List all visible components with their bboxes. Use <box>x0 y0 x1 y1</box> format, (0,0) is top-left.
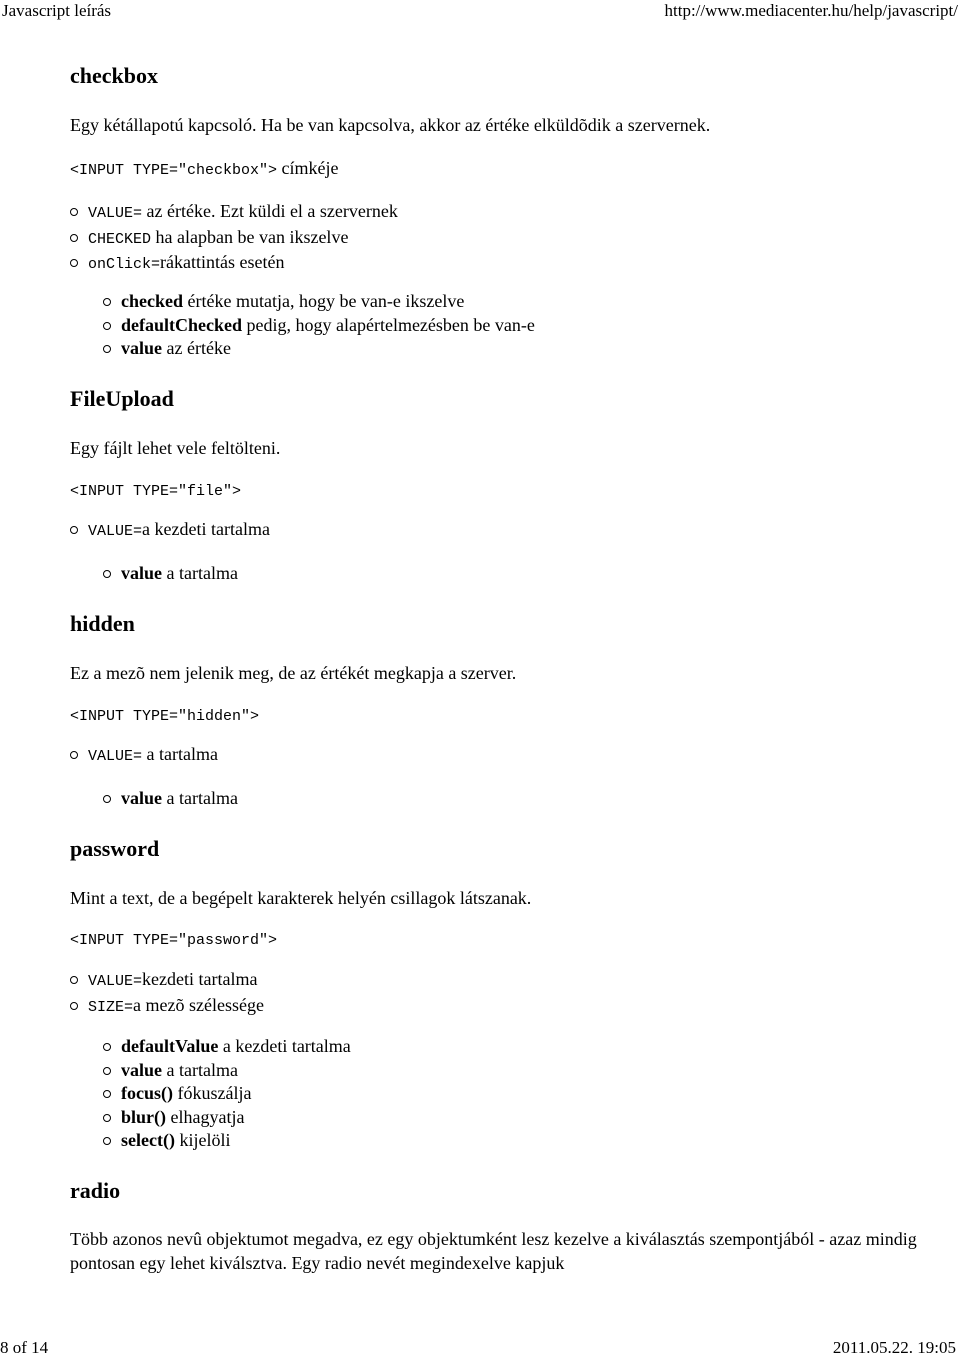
prop-name: checked <box>121 291 183 311</box>
fileupload-property-list <box>103 562 238 586</box>
list-item <box>103 1082 351 1106</box>
list-item <box>103 1106 351 1130</box>
prop-text: a kezdeti tartalma <box>218 1036 351 1056</box>
prop-text: pedig, hogy alapértelmezésben be van-e <box>242 314 535 335</box>
prop-name: select() <box>121 1130 175 1150</box>
attr-code: VALUE= <box>88 523 143 540</box>
prop-text: a tartalma <box>162 563 238 583</box>
prop-text: elhagyatja <box>166 1106 245 1127</box>
prop-text: fókuszálja <box>173 1083 252 1103</box>
list-item <box>103 337 535 361</box>
list-item <box>70 994 264 1020</box>
radio-description: Több azonos nevû objektumot megadva, ez egy objektumként lesz kezelve a kiválasztás szempontjából - azaz mindig pontosan egy lehet kiválsztva. Egy radio nevét megindexelve kapjuk <box>70 1229 917 1273</box>
fileupload-description: Egy fájlt lehet vele feltölteni. <box>70 438 281 458</box>
heading-hidden: hidden <box>70 611 135 636</box>
footer-page-number: 8 of 14 <box>0 1338 49 1357</box>
list-item <box>70 226 398 252</box>
list-item <box>70 518 270 544</box>
footer-datetime: 2011.05.22. 19:05 <box>832 1338 956 1357</box>
prop-name: focus() <box>121 1083 173 1103</box>
checkbox-tag-code: <INPUT TYPE="checkbox"> <box>70 162 278 179</box>
checkbox-description: Egy kétállapotú kapcsoló. Ha be van kapcsolva, akkor az értéke elküldõdik a szervernek. <box>70 115 711 135</box>
prop-name: value <box>121 563 163 583</box>
fileupload-tag-code: <INPUT TYPE="file"> <box>70 483 242 500</box>
attr-code: VALUE= <box>88 205 143 222</box>
prop-text: az értéke <box>162 338 231 358</box>
list-item <box>70 200 398 226</box>
hidden-description: Ez a mezõ nem jelenik meg, de az értékét megkapja a szerver. <box>70 663 517 683</box>
hidden-tag-code: <INPUT TYPE="hidden"> <box>70 708 260 725</box>
attr-code: onClick= <box>88 256 161 273</box>
list-item <box>103 787 238 811</box>
password-attribute-list <box>70 968 264 1019</box>
list-item <box>70 968 264 994</box>
password-tag-line <box>70 926 277 953</box>
list-item <box>103 1035 351 1059</box>
checkbox-tag-line <box>70 156 339 183</box>
fileupload-attribute-list <box>70 518 270 544</box>
list-item <box>70 743 218 769</box>
prop-text: értéke mutatja, hogy be van-e ikszelve <box>183 291 465 311</box>
attr-text: kezdeti tartalma <box>142 969 258 989</box>
list-item <box>70 251 398 277</box>
attr-text: az értéke. Ezt küldi el a szervernek <box>142 201 398 221</box>
list-item <box>103 1059 351 1083</box>
prop-name: defaultChecked <box>121 314 242 335</box>
attr-code: VALUE= <box>88 748 143 765</box>
heading-checkbox: checkbox <box>70 63 158 88</box>
attr-code: SIZE= <box>88 998 134 1016</box>
attr-code: CHECKED <box>88 230 152 248</box>
prop-text: a tartalma <box>162 788 238 808</box>
heading-fileupload: FileUpload <box>70 386 174 411</box>
header-title: Javascript leírás <box>2 1 112 20</box>
prop-text: kijelöli <box>174 1130 231 1150</box>
checkbox-tag-suffix: címkéje <box>277 158 339 178</box>
fileupload-tag-line <box>70 477 241 504</box>
prop-name: value <box>121 1059 163 1080</box>
heading-password: password <box>70 836 160 861</box>
prop-text: a tartalma <box>162 1059 238 1080</box>
hidden-tag-line <box>70 702 259 729</box>
attr-text: a kezdeti tartalma <box>142 519 270 539</box>
prop-name: blur() <box>121 1106 166 1127</box>
header-url: http://www.mediacenter.hu/help/javascript/ <box>664 1 958 20</box>
attr-text: rákattintás esetén <box>160 252 285 272</box>
attr-text: a mezõ szélessége <box>133 994 264 1015</box>
checkbox-property-list <box>103 290 535 361</box>
list-item <box>103 290 535 314</box>
attr-code: VALUE= <box>88 973 143 990</box>
prop-name: defaultValue <box>121 1036 219 1056</box>
list-item <box>103 562 238 586</box>
heading-radio: radio <box>70 1178 121 1203</box>
list-item <box>103 1129 351 1153</box>
hidden-property-list <box>103 787 238 811</box>
password-property-list <box>103 1035 351 1153</box>
list-item <box>103 314 535 338</box>
attr-text: a tartalma <box>142 744 218 764</box>
password-tag-code: <INPUT TYPE="password"> <box>70 932 278 949</box>
prop-name: value <box>121 788 163 808</box>
checkbox-attribute-list <box>70 200 398 277</box>
attr-text: ha alapban be van ikszelve <box>151 226 349 247</box>
hidden-attribute-list <box>70 743 218 769</box>
password-description: Mint a text, de a begépelt karakterek helyén csillagok látszanak. <box>70 888 532 908</box>
prop-name: value <box>121 338 163 358</box>
